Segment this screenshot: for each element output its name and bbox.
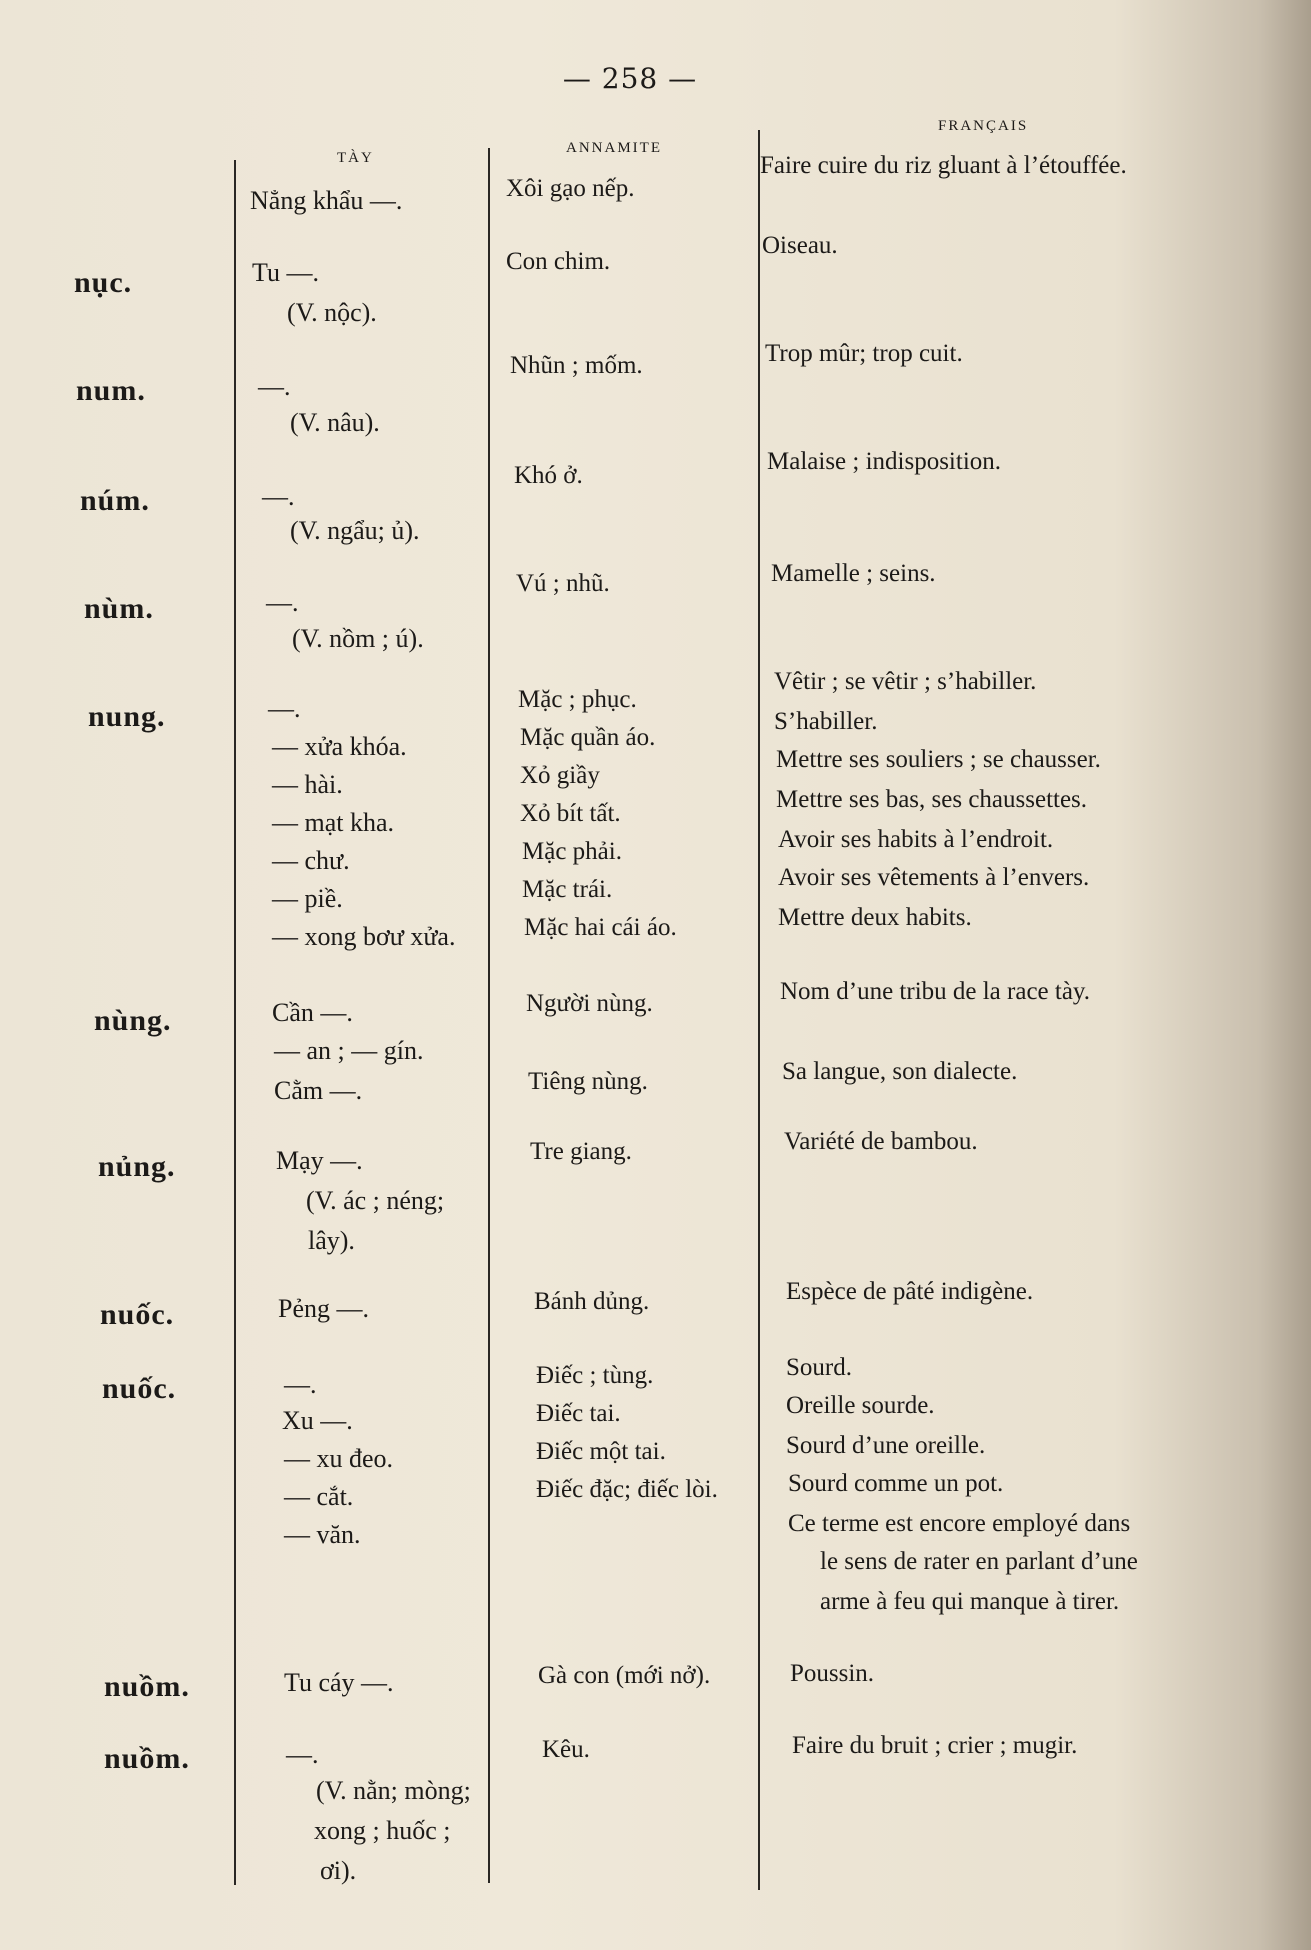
- annamite-text: Tiêng nùng.: [528, 1068, 648, 1095]
- header-annamite: ANNAMITE: [566, 140, 662, 156]
- french-text: Faire du bruit ; crier ; mugir.: [792, 1732, 1078, 1759]
- annamite-text: Xôi gạo nếp.: [506, 175, 635, 202]
- tay-text: lây).: [308, 1226, 355, 1255]
- column-rule-middle: [488, 148, 490, 1883]
- annamite-text: Xỏ giầy: [520, 762, 600, 789]
- tay-text: ơi).: [320, 1856, 357, 1885]
- french-text: Oreille sourde.: [786, 1392, 935, 1419]
- tay-text: (V. nồm ; ú).: [292, 624, 424, 653]
- annamite-text: Con chim.: [506, 248, 611, 275]
- annamite-text: Kêu.: [542, 1736, 590, 1763]
- french-text: Sa langue, son dialecte.: [782, 1058, 1018, 1085]
- headword: nùm.: [84, 592, 154, 625]
- french-text: Mettre ses souliers ; se chausser.: [776, 746, 1101, 773]
- french-text: le sens de rater en parlant d’une: [820, 1548, 1138, 1575]
- french-text: Mettre deux habits.: [778, 904, 972, 931]
- tay-text: —.: [268, 694, 301, 723]
- annamite-text: Mặc ; phục.: [518, 686, 637, 713]
- headword: nùng.: [94, 1004, 172, 1037]
- tay-text: — xong bơư xửa.: [272, 922, 456, 951]
- french-text: Faire cuire du riz gluant à l’étouffée.: [760, 152, 1127, 179]
- french-text: Ce terme est encore employé dans: [788, 1510, 1131, 1537]
- french-text: Malaise ; indisposition.: [767, 448, 1002, 475]
- tay-text: — mạt kha.: [272, 808, 395, 837]
- tay-text: Tu —.: [252, 258, 319, 287]
- headword: nuồm.: [104, 1742, 190, 1775]
- annamite-text: Tre giang.: [530, 1138, 632, 1165]
- tay-text: Nẳng khẩu —.: [250, 186, 403, 215]
- tay-text: (V. nộc).: [287, 298, 377, 327]
- tay-text: (V. ngẩu; ủ).: [290, 516, 420, 545]
- tay-text: (V. nâu).: [290, 408, 380, 437]
- annamite-text: Bánh dủng.: [534, 1288, 650, 1315]
- headword: nuốc.: [102, 1372, 177, 1405]
- headword: num.: [76, 374, 146, 407]
- french-text: Sourd comme un pot.: [788, 1470, 1004, 1497]
- tay-text: xong ; huốc ;: [314, 1816, 451, 1845]
- tay-text: — an ; — gín.: [274, 1036, 424, 1065]
- french-text: Sourd.: [786, 1354, 852, 1381]
- headword: nuồm.: [104, 1670, 190, 1703]
- annamite-text: Xỏ bít tất.: [520, 800, 621, 827]
- tay-text: — piề.: [272, 884, 343, 913]
- french-text: Poussin.: [790, 1660, 875, 1687]
- annamite-text: Điếc một tai.: [536, 1438, 666, 1465]
- column-rule-left: [234, 160, 236, 1885]
- headword: nuốc.: [100, 1298, 175, 1331]
- tay-text: — chư.: [272, 846, 350, 875]
- french-text: S’habiller.: [774, 708, 878, 735]
- tay-text: Pẻng —.: [278, 1294, 369, 1323]
- annamite-text: Gà con (mới nở).: [538, 1662, 711, 1689]
- french-text: Avoir ses vêtements à l’envers.: [778, 864, 1090, 891]
- tay-text: (V. nằn; mòng;: [316, 1776, 471, 1805]
- french-text: Vêtir ; se vêtir ; s’habiller.: [774, 668, 1037, 695]
- tay-text: — xửa khóa.: [272, 732, 407, 761]
- tay-text: —.: [266, 588, 299, 617]
- headword: nục.: [74, 266, 133, 299]
- french-text: Mamelle ; seins.: [771, 560, 936, 587]
- tay-text: — văn.: [284, 1520, 361, 1549]
- tay-text: —.: [284, 1370, 317, 1399]
- column-rule-right: [758, 130, 760, 1890]
- french-text: arme à feu qui manque à tirer.: [820, 1588, 1120, 1615]
- french-text: Trop mûr; trop cuit.: [765, 340, 963, 367]
- annamite-text: Mặc quần áo.: [520, 724, 656, 751]
- french-text: Variété de bambou.: [784, 1128, 978, 1155]
- tay-text: Xu —.: [282, 1406, 353, 1435]
- french-text: Sourd d’une oreille.: [786, 1432, 986, 1459]
- french-text: Mettre ses bas, ses chaussettes.: [776, 786, 1088, 813]
- annamite-text: Mặc trái.: [522, 876, 613, 903]
- annamite-text: Điếc đặc; điếc lòi.: [536, 1476, 718, 1503]
- annamite-text: Khó ở.: [514, 462, 583, 489]
- french-text: Nom d’une tribu de la race tày.: [780, 978, 1091, 1005]
- tay-text: —.: [262, 482, 295, 511]
- annamite-text: Mặc phải.: [522, 838, 622, 865]
- annamite-text: Mặc hai cái áo.: [524, 914, 677, 941]
- annamite-text: Vú ; nhũ.: [516, 570, 610, 597]
- headword: núm.: [80, 484, 150, 517]
- tay-text: Cằm —.: [274, 1076, 363, 1105]
- annamite-text: Nhũn ; mốm.: [510, 352, 643, 379]
- header-tay: TÀY: [337, 150, 374, 166]
- annamite-text: Điếc tai.: [536, 1400, 621, 1427]
- tay-text: Cần —.: [272, 998, 353, 1027]
- headword: nung.: [88, 700, 166, 733]
- tay-text: — hài.: [272, 770, 343, 799]
- french-text: Espèce de pâté indigène.: [786, 1278, 1034, 1305]
- headword: nủng.: [98, 1150, 176, 1183]
- tay-text: — cắt.: [284, 1482, 354, 1511]
- tay-text: —.: [258, 372, 291, 401]
- french-text: Oiseau.: [762, 232, 838, 259]
- header-francais: FRANÇAIS: [938, 118, 1029, 134]
- tay-text: Mạy —.: [276, 1146, 363, 1175]
- tay-text: —.: [286, 1740, 319, 1769]
- tay-text: — xu đeo.: [284, 1444, 394, 1473]
- french-text: Avoir ses habits à l’endroit.: [778, 826, 1054, 853]
- annamite-text: Điếc ; tùng.: [536, 1362, 654, 1389]
- tay-text: Tu cáy —.: [284, 1668, 394, 1697]
- annamite-text: Người nùng.: [526, 990, 653, 1017]
- tay-text: (V. ác ; néng;: [306, 1186, 445, 1215]
- page-number: — 258 —: [562, 62, 698, 95]
